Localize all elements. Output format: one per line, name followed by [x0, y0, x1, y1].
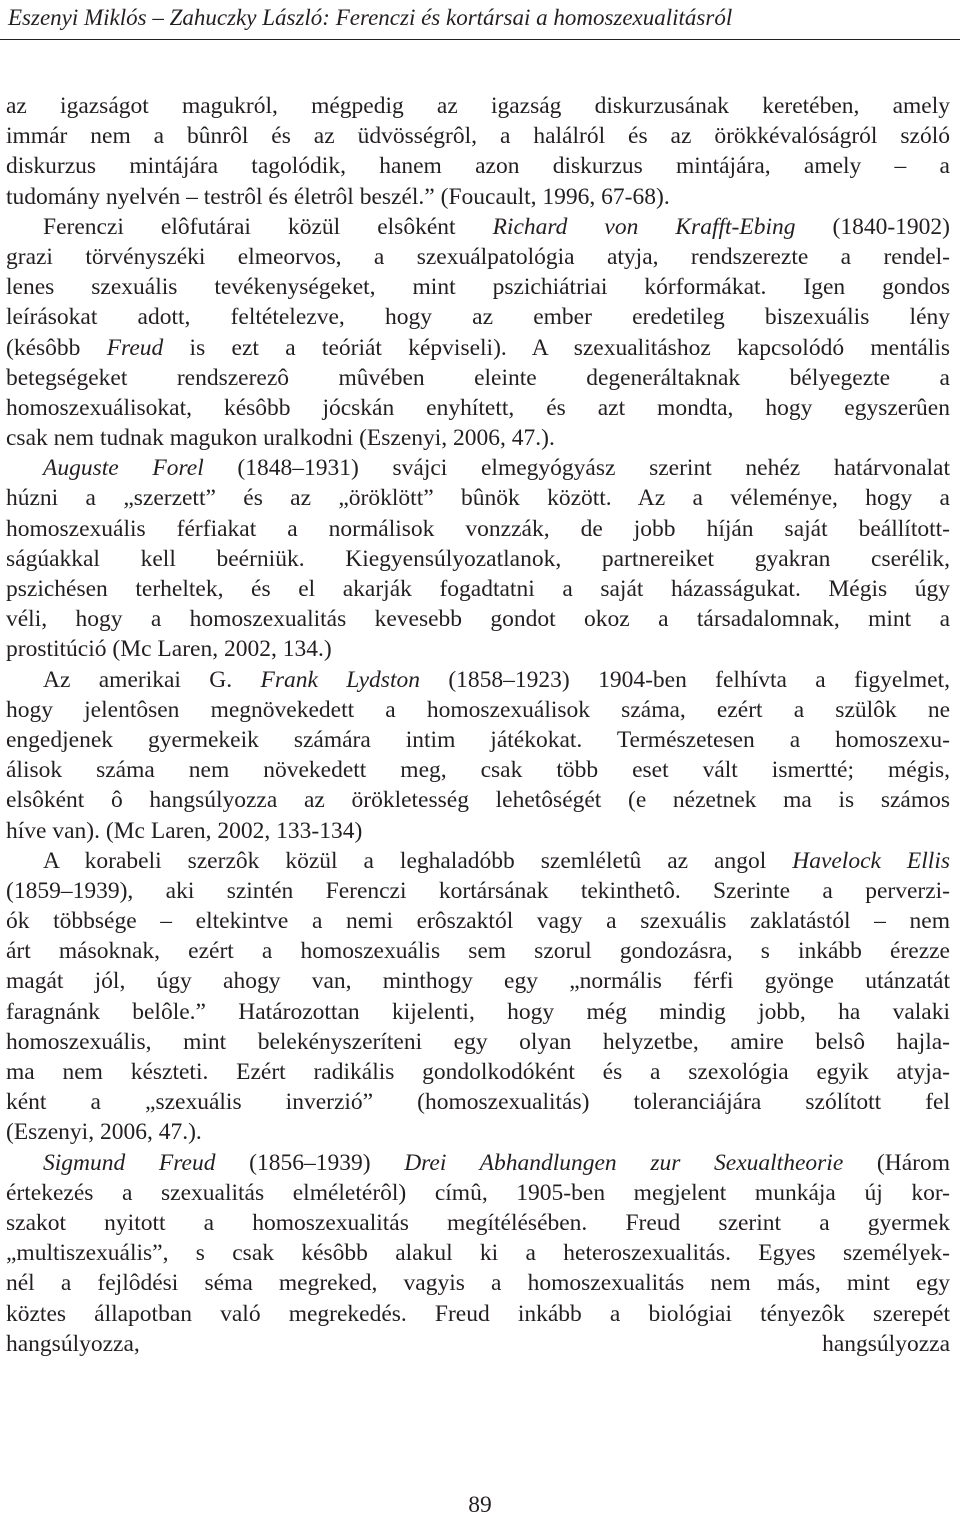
text-run: homoszexuális, mint belekényszeríteni egy olyan helyzetbe, amire belsô hajla-	[6, 1028, 950, 1055]
italic-name: Sigmund Freud	[43, 1149, 216, 1176]
italic-name: Havelock Ellis	[792, 847, 950, 874]
text-line	[6, 453, 950, 483]
text-run: faragnánk belôle.” Határozottan kijelenti, hogy még mindig jobb, ha valaki	[6, 998, 950, 1025]
text-line	[6, 121, 950, 151]
text-run: immár nem a bûnrôl és az üdvösségrôl, a halálról és az örökkévalóságról szóló	[6, 123, 950, 150]
text-line	[6, 816, 950, 846]
text-run: A korabeli szerzôk közül a leghaladóbb szemléletû az angol	[43, 847, 793, 874]
text-line	[6, 665, 950, 695]
text-line	[6, 876, 950, 906]
text-run: ságúakkal kell beérniük. Kiegyensúlyozatlanok, partnereiket gyakran cserélik,	[6, 545, 950, 572]
text-run: (Eszenyi, 2006, 47.).	[6, 1119, 202, 1146]
text-run: véli, hogy a homoszexualitás kevesebb gondot okoz a társadalomnak, mint a	[6, 606, 950, 633]
body-text	[6, 91, 950, 1359]
running-header	[0, 0, 960, 40]
text-line	[6, 1238, 950, 1268]
text-run: engedjenek gyermekeik számára intim játékokat. Természetesen a homoszexu-	[6, 726, 950, 753]
text-run: „multiszexuális”, s csak késôbb alakul ki a heteroszexualitás. Egyes személyek-	[6, 1240, 950, 1267]
text-line	[6, 936, 950, 966]
text-run: (1840-1902)	[795, 213, 951, 240]
text-line	[6, 906, 950, 936]
text-run: hogy jelentôsen megnövekedett a homoszexuálisok száma, ezért a szülôk ne	[6, 696, 950, 723]
page-number: 89	[468, 1492, 492, 1518]
text-run: diskurzus mintájára tagolódik, hanem azon diskurzus mintájára, amely – a	[6, 153, 950, 180]
text-run: ma nem készteti. Ezért radikális gondolkodóként és a szexológia egyik atyja-	[6, 1059, 950, 1085]
text-line	[6, 725, 950, 755]
text-line	[6, 483, 950, 513]
text-run: ók többsége – eltekintve a nemi erôszaktól vagy a szexuális zaklatástól – nem	[6, 908, 950, 935]
text-line	[6, 785, 950, 815]
text-line	[6, 1208, 950, 1238]
text-line	[6, 966, 950, 996]
text-line	[6, 1268, 950, 1298]
text-run: (késôbb	[6, 334, 107, 361]
header-rule	[0, 39, 960, 40]
text-run: szakot nyitott a homoszexualitás megítélésében. Freud szerint a gyermek	[6, 1209, 950, 1236]
italic-name: Freud	[106, 334, 164, 361]
text-line	[6, 604, 950, 634]
text-run: árt másoknak, ezért a homoszexuális sem szorul gondozásra, s inkább érezze	[6, 938, 950, 965]
text-line	[6, 997, 950, 1027]
text-line	[6, 1329, 950, 1359]
text-line	[6, 544, 950, 574]
text-line	[6, 91, 950, 121]
text-run: elsôként ô hangsúlyozza az örökletesség lehetôségét (e nézetnek ma is számos	[6, 787, 950, 814]
text-line	[6, 151, 950, 181]
italic-name: Frank Lydston	[260, 666, 420, 693]
text-run: nél a fejlôdési séma megreked, vagyis a homoszexualitás nem más, mint egy	[6, 1270, 950, 1297]
text-line	[6, 363, 950, 393]
text-line	[6, 1299, 950, 1329]
text-line	[6, 634, 950, 664]
text-run: magát jól, úgy ahogy van, minthogy egy „normális férfi gyönge utánzatát	[6, 968, 950, 995]
text-run: (1856–1939)	[215, 1149, 405, 1176]
text-run: lenes szexuális tevékenységeket, mint pszichiátriai kórformákat. Igen gondos	[6, 274, 950, 301]
text-line	[6, 755, 950, 785]
text-run: (1848–1931) svájci elmegyógyász szerint nehéz határvonalat	[203, 455, 950, 482]
text-run: Ferenczi elôfutárai közül elsôként	[43, 213, 493, 240]
text-line	[6, 695, 950, 725]
text-run: értekezés a szexualitás elméletérôl) címû, 1905-ben megjelent munkája új kor-	[6, 1179, 950, 1206]
running-header-text: Eszenyi Miklós – Zahuczky László: Ferenczi és kortársai a homoszexualitásról	[8, 5, 733, 30]
text-line	[6, 1117, 950, 1147]
text-run: csak nem tudnak magukon uralkodni (Eszenyi, 2006, 47.).	[6, 425, 555, 452]
text-run: leírásokat adott, feltételezve, hogy az ember eredetileg biszexuális lény	[6, 304, 950, 331]
text-line	[6, 242, 950, 272]
text-line	[6, 212, 950, 242]
text-run: grazi törvényszéki elmeorvos, a szexuálpatológia atyja, rendszerezte a rendel-	[6, 243, 950, 270]
text-line	[6, 846, 950, 876]
text-run: betegségeket rendszerezô mûvében eleinte degeneráltaknak bélyegezte a	[6, 364, 950, 391]
text-line	[6, 1027, 950, 1057]
text-run: is ezt a teóriát képviseli). A szexualitáshoz kapcsolódó mentális	[163, 334, 950, 361]
text-line	[6, 1148, 950, 1178]
text-run: húzni a „szerzett” és az „öröklött” bûnök között. Az a véleménye, hogy a	[6, 485, 950, 512]
text-run: (1858–1923) 1904-ben felhívta a figyelmet,	[419, 666, 950, 693]
text-run: híve van). (Mc Laren, 2002, 133-134)	[6, 817, 363, 844]
italic-name: Drei Abhandlungen zur Sexualtheorie	[404, 1149, 844, 1176]
text-line	[6, 1057, 950, 1087]
text-line	[6, 393, 950, 423]
text-line	[6, 1087, 950, 1117]
text-run: Az amerikai G.	[43, 666, 261, 693]
text-line	[6, 272, 950, 302]
text-run: tudomány nyelvén – testrôl és életrôl beszél.” (Foucault, 1996, 67-68).	[6, 183, 670, 210]
text-line	[6, 514, 950, 544]
text-run: az igazságot magukról, mégpedig az igazság diskurzusának keretében, amely	[6, 93, 950, 119]
text-run: hangsúlyozza, hangsúlyozza	[6, 1330, 950, 1357]
text-run: ként a „szexuális inverzió” (homoszexualitás) toleranciájára szólított fel	[6, 1089, 950, 1116]
text-line	[6, 333, 950, 363]
text-run: köztes állapotban való megrekedés. Freud inkább a biológiai tényezôk szerepét	[6, 1300, 950, 1327]
text-line	[6, 302, 950, 332]
italic-name: Auguste Forel	[43, 455, 204, 482]
text-line	[6, 574, 950, 604]
italic-name: Richard von Krafft-Ebing	[492, 213, 796, 240]
text-run: (Három	[843, 1149, 950, 1176]
text-line	[6, 1178, 950, 1208]
text-run: (1859–1939), aki szintén Ferenczi kortársának tekinthetô. Szerinte a perverzi-	[6, 877, 950, 904]
text-run: prostitúció (Mc Laren, 2002, 134.)	[6, 636, 332, 663]
text-run: homoszexuálisokat, késôbb jócskán enyhített, és azt mondta, hogy egyszerûen	[6, 394, 950, 421]
text-run: pszichésen terheltek, és el akarják fogadtatni a saját házasságukat. Mégis úgy	[6, 576, 950, 602]
text-run: álisok száma nem növekedett meg, csak több eset vált ismertté; mégis,	[6, 757, 950, 784]
text-run: homoszexuális férfiakat a normálisok vonzzák, de jobb híján saját beállított-	[6, 515, 950, 542]
text-line	[6, 423, 950, 453]
text-line	[6, 182, 950, 212]
